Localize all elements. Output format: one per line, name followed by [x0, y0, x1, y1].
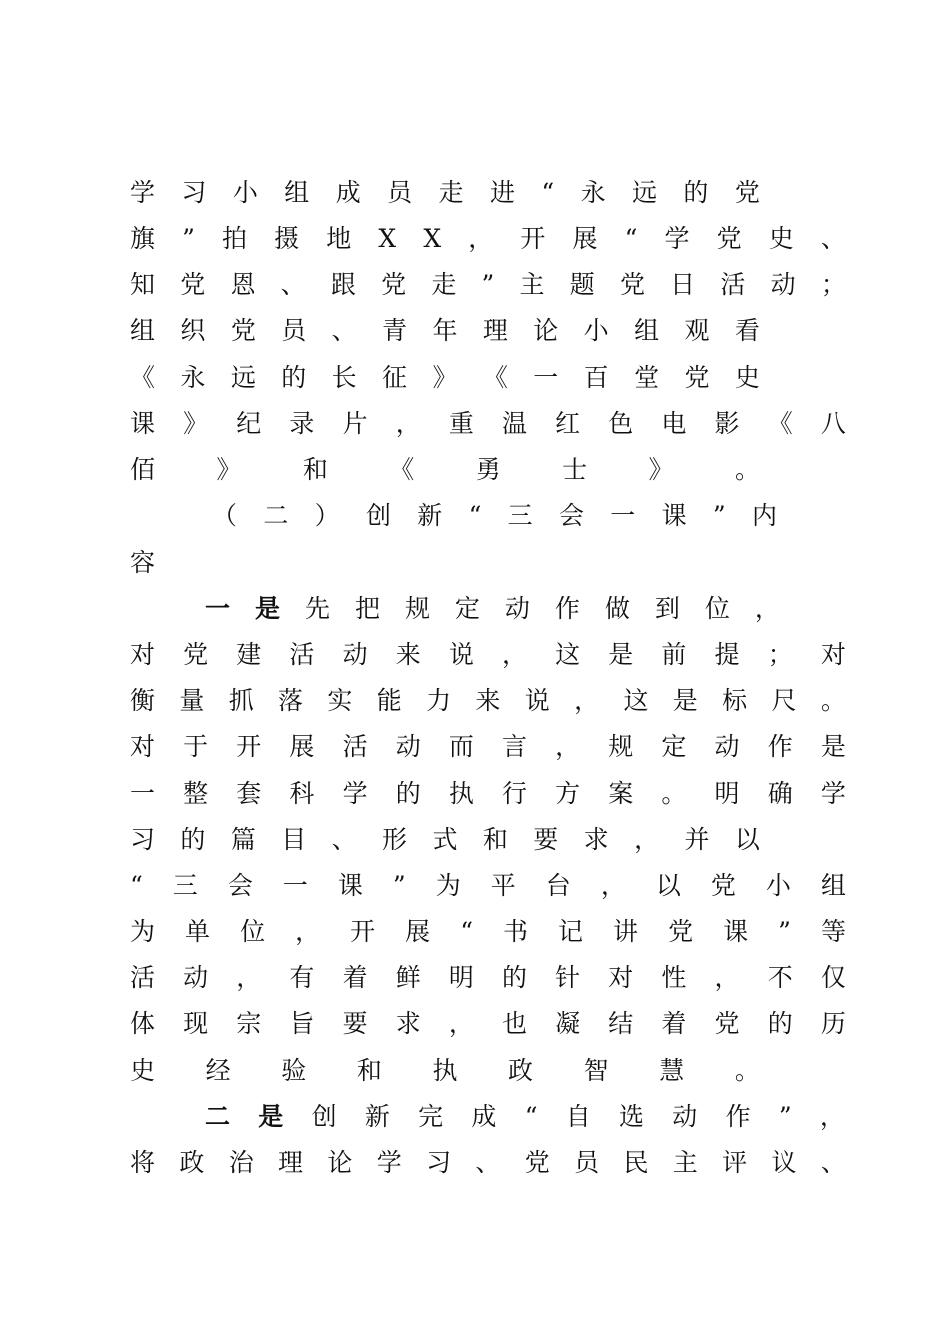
text-line: 佰 》 和 《 勇 士 》 。 [130, 455, 760, 484]
text-line: 为 单 位 ， 开 展 “ 书 记 讲 党 课 ” 等 [130, 917, 846, 946]
text-line: “ 三 会 一 课 ” 为 平 台 ， 以 党 小 组 [130, 871, 846, 900]
text-line: 知 党 恩 、 跟 党 走 ” 主 题 党 日 活 动 ； [130, 270, 846, 299]
text-line: 课 》 纪 录 片 ， 重 温 红 色 电 影 《 八 [130, 409, 846, 438]
text-line: 一 整 套 科 学 的 执 行 方 案 。 明 确 学 [130, 779, 846, 808]
text-line: 一 是 先 把 规 定 动 作 做 到 位 ， [205, 594, 780, 623]
text-line: 《 永 远 的 长 征 》 《 一 百 堂 党 史 [130, 363, 760, 392]
text-line: 学 习 小 组 成 员 走 进 “ 永 远 的 党 [130, 178, 760, 207]
text-line: 二 是 创 新 完 成 “ 自 选 动 作 ” ， [205, 1102, 845, 1131]
text-line: 容 [130, 548, 156, 577]
text-line: 对 党 建 活 动 来 说 ， 这 是 前 提 ； 对 [130, 640, 846, 669]
text-line: 体 现 宗 旨 要 求 ， 也 凝 结 着 党 的 历 [130, 1009, 846, 1038]
text-line: 衡 量 抓 落 实 能 力 来 说 ， 这 是 标 尺 。 [130, 686, 846, 715]
text-line: 史 经 验 和 执 政 智 慧 。 [130, 1056, 760, 1085]
text-line: 活 动 ， 有 着 鲜 明 的 针 对 性 ， 不 仅 [130, 963, 846, 992]
text-line: 组 织 党 员 、 青 年 理 论 小 组 观 看 [130, 316, 760, 345]
text-line: （ 二 ） 创 新 “ 三 会 一 课 ” 内 [212, 501, 777, 530]
text-line: 习 的 篇 目 、 形 式 和 要 求 ， 并 以 [130, 825, 760, 854]
text-line: 旗 ” 拍 摄 地 X X ， 开 展 “ 学 党 史 、 [130, 224, 846, 253]
text-line: 对 于 开 展 活 动 而 言 ， 规 定 动 作 是 [130, 732, 846, 761]
text-line: 将 政 治 理 论 学 习 、 党 员 民 主 评 议 、 [130, 1148, 846, 1177]
